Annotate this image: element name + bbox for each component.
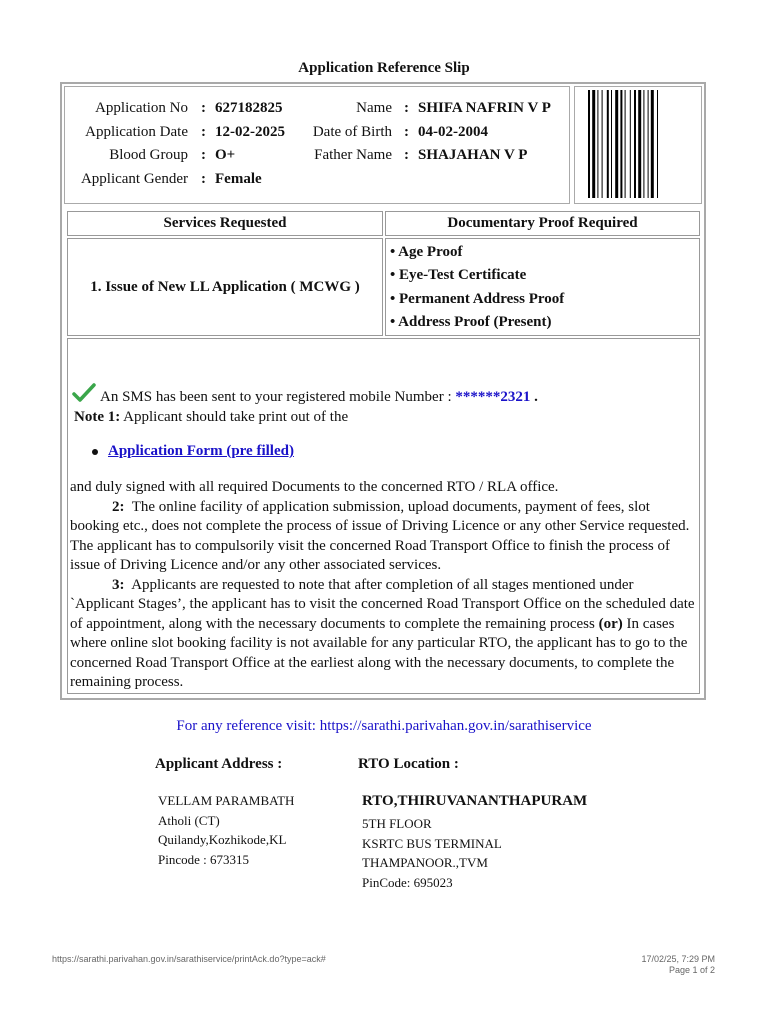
- name-label: Name: [356, 100, 392, 116]
- rto-location-heading: RTO Location :: [358, 756, 459, 772]
- colon: :: [201, 124, 206, 140]
- colon: :: [404, 124, 409, 140]
- address-line: VELLAM PARAMBATH: [158, 793, 295, 808]
- dob-label: Date of Birth: [312, 124, 392, 140]
- bullet-icon: [92, 449, 98, 455]
- application-no-label: Application No: [95, 100, 188, 116]
- note-3-label: 3:: [112, 576, 125, 593]
- proof-item: • Age Proof: [390, 244, 463, 260]
- application-date-value: 12-02-2025: [215, 124, 285, 140]
- note-2-label: 2:: [112, 498, 125, 515]
- applicant-address-heading: Applicant Address :: [155, 756, 283, 772]
- sms-period: .: [534, 389, 538, 405]
- name-value: SHIFA NAFRIN V P: [418, 100, 551, 116]
- proof-item: • Permanent Address Proof: [390, 290, 565, 307]
- documentary-proof-header: Documentary Proof Required: [385, 211, 700, 236]
- blood-group-value: O+: [215, 147, 236, 163]
- note-1: [74, 409, 348, 426]
- services-requested-header: Services Requested: [67, 211, 383, 236]
- father-name-value: SHAJAHAN V P: [418, 147, 528, 163]
- footer-page: Page 1 of 2: [668, 965, 715, 975]
- father-name-label: Father Name: [314, 147, 392, 163]
- note-3-or: (or): [598, 615, 623, 632]
- colon: :: [201, 171, 206, 187]
- note-1-text: Applicant should take print out of the: [123, 409, 349, 425]
- sms-text: An SMS has been sent to your registered mobile Number :: [100, 389, 452, 405]
- notes-body: [70, 478, 700, 693]
- address-line: KSRTC BUS TERMINAL: [362, 835, 502, 851]
- address-line: THAMPANOOR.,TVM: [362, 855, 488, 870]
- rto-address: [362, 814, 502, 892]
- address-line: Atholi (CT): [158, 812, 220, 828]
- application-date-label: Application Date: [85, 124, 188, 140]
- colon: :: [404, 100, 409, 116]
- service-item: 1. Issue of New LL Application ( MCWG ): [67, 238, 383, 336]
- sms-number: ******2321: [455, 389, 531, 405]
- applicant-address: [158, 791, 294, 869]
- proof-item: • Address Proof (Present): [390, 313, 552, 330]
- colon: :: [201, 147, 206, 163]
- gender-value: Female: [215, 171, 262, 187]
- dob-value: 04-02-2004: [418, 124, 488, 140]
- note-2-text: The online facility of application submission, upload documents, payment of fees, slot booking etc., does not complete the process of issue of Driving Licence or any other Service requested. The applicant has to compulsorily visit the concerned Road Transport Office to finish the process of issue of Driving Licence and/or any other associated services.: [70, 498, 690, 573]
- barcode-box: [574, 86, 702, 204]
- note-2: [70, 498, 700, 576]
- barcode-image: [574, 86, 702, 204]
- check-icon: [72, 382, 96, 404]
- note-1-continued: and duly signed with all required Documents to the concerned RTO / RLA office.: [70, 479, 559, 495]
- blood-group-label: Blood Group: [109, 147, 188, 163]
- rto-name: RTO,THIRUVANANTHAPURAM: [362, 793, 588, 809]
- proof-item: • Eye-Test Certificate: [390, 267, 527, 284]
- application-form-link[interactable]: Application Form (pre filled): [108, 443, 294, 459]
- application-no-value: 627182825: [215, 100, 283, 116]
- footer-datetime: 17/02/25, 7:29 PM: [641, 954, 715, 964]
- colon: :: [201, 100, 206, 116]
- address-line: Quilandy,Kozhikode,KL: [158, 832, 287, 847]
- note-3-text-a: Applicants are requested to note that after completion of all stages mentioned under `Applicant Stages’, the applicant has to visit the concerned Road Transport Office on the scheduled date of appointment, along with the necessary documents to complete the remaining process: [70, 576, 695, 632]
- colon: :: [404, 147, 409, 163]
- page-title: Application Reference Slip: [298, 60, 470, 76]
- application-form-item: [92, 443, 294, 460]
- reference-link-text: For any reference visit: https://sarathi.parivahan.gov.in/sarathiservice: [176, 718, 592, 734]
- address-line: 5TH FLOOR: [362, 816, 432, 831]
- gender-label: Applicant Gender: [80, 171, 188, 187]
- proof-list: [390, 241, 564, 334]
- address-line: Pincode : 673315: [158, 851, 249, 867]
- note-1-label: Note 1:: [74, 409, 121, 425]
- footer-url: https://sarathi.parivahan.gov.in/sarathiservice/printAck.do?type=ack#: [52, 954, 326, 964]
- address-line: PinCode: 695023: [362, 874, 453, 890]
- note-3-text-b: In cases where online slot booking facility is not available for any particular RTO, the applicant has to go to the concerned Road Transport Office at the earliest along with the necessary documents, to complete the remaining process.: [70, 615, 688, 690]
- note-3: [70, 576, 700, 693]
- sms-notice: [100, 389, 538, 406]
